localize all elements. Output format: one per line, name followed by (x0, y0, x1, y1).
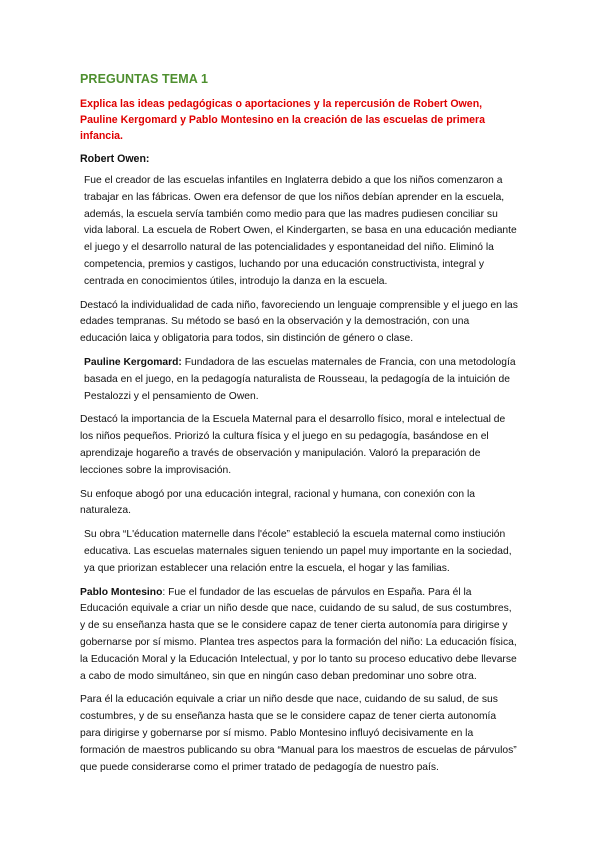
kergomard-label: Pauline Kergomard: (84, 356, 182, 368)
page-heading: PREGUNTAS TEMA 1 (80, 72, 208, 86)
kergomard-paragraph-4: Su obra “L'éducation maternelle dans l'école” estableció la escuela maternal como instiución educativa. Las escuelas maternales siguen teniendo un papel muy importante en la sociedad, ya que priorizan establecer una relación entre la escuela, el hogar y las familias. (84, 529, 512, 574)
owen-paragraph-1: Fue el creador de las escuelas infantiles en Inglaterra debido a que los niños comenzaron a trabajar en las fábricas. Owen era defensor de que los niños debían aprender en la escuela, además, la escuela servía también como medio para que las madres pudiesen conciliar su vida laboral. La escuela de Robert Owen, el Kindergarten, se basa en una educación mediante el juego y el desarrollo natural de las potencialidades y espontaneidad del niño. Eliminó la competencia, premios y castigos, luchando por una educación constructivista, integral y centrada en conocimientos útiles, introdujo la danza en la escuela. (84, 175, 517, 287)
montesino-paragraph-1 (80, 585, 518, 686)
kergomard-paragraph-3: Su enfoque abogó por una educación integral, racional y humana, con conexión con la naturaleza. (80, 488, 475, 517)
montesino-label: Pablo Montesino (80, 586, 163, 598)
kergomard-paragraph-1 (80, 355, 518, 405)
kergomard-intro-text: Fundadora de las escuelas maternales de Francia, con una metodología basada en el juego, en la pedagogía naturalista de Rousseau, la pedagogía de la intuición de Pestalozzi y el pensamiento de Owen. (84, 356, 516, 402)
owen-label: Robert Owen: (80, 153, 150, 165)
montesino-intro-text: : Fue el fundador de las escuelas de párvulos en España. Para él la Educación equivale a criar un niño desde que nace, cuidando de su salud, de sus costumbres, y de su enseñanza hasta que se le considere capaz de tener cierta autonomía para dirigirse y gobernarse por sí mismo. Plantea tres aspectos para la formación del niño: La educación física, la Educación Moral y la Educación Intelectual, y por lo tanto su proceso educativo debe llevarse a cabo de modo simultáneo, sin que en ningún caso deban predominar uno sobre otra. (80, 586, 517, 682)
question-text: Explica las ideas pedagógicas o aportaciones y la repercusión de Robert Owen, Pauline Kergomard y Pablo Montesino en la creación de las escuelas de primera infancia. (80, 98, 486, 142)
kergomard-paragraph-2: Destacó la importancia de la Escuela Maternal para el desarrollo físico, moral e intelectual de los niños pequeños. Priorizó la cultura física y el juego en su pedagogía, basándose en el aprendizaje hogareño a través de observación y manipulación. Valoró la preparación de lecciones sobre la improvisación. (80, 414, 506, 476)
owen-paragraph-2: Destacó la individualidad de cada niño, favoreciendo un lenguaje comprensible y el juego en las edades tempranas. Su método se basó en la observación y la demostración, con una educación laica y obligatoria para todos, sin distinción de género o clase. (80, 299, 518, 345)
montesino-paragraph-2: Para él la educación equivale a criar un niño desde que nace, cuidando de su salud, de sus costumbres, y de su enseñanza hasta que se le considere capaz de tener cierta autonomía para dirigirse y gobernarse por sí mismo. Pablo Montesino influyó decisivamente en la formación de maestros publicando su obra “Manual para los maestros de escuelas de párvulos” que puede considerarse como el primer tratado de pedagogía de nuestro país. (80, 694, 517, 773)
